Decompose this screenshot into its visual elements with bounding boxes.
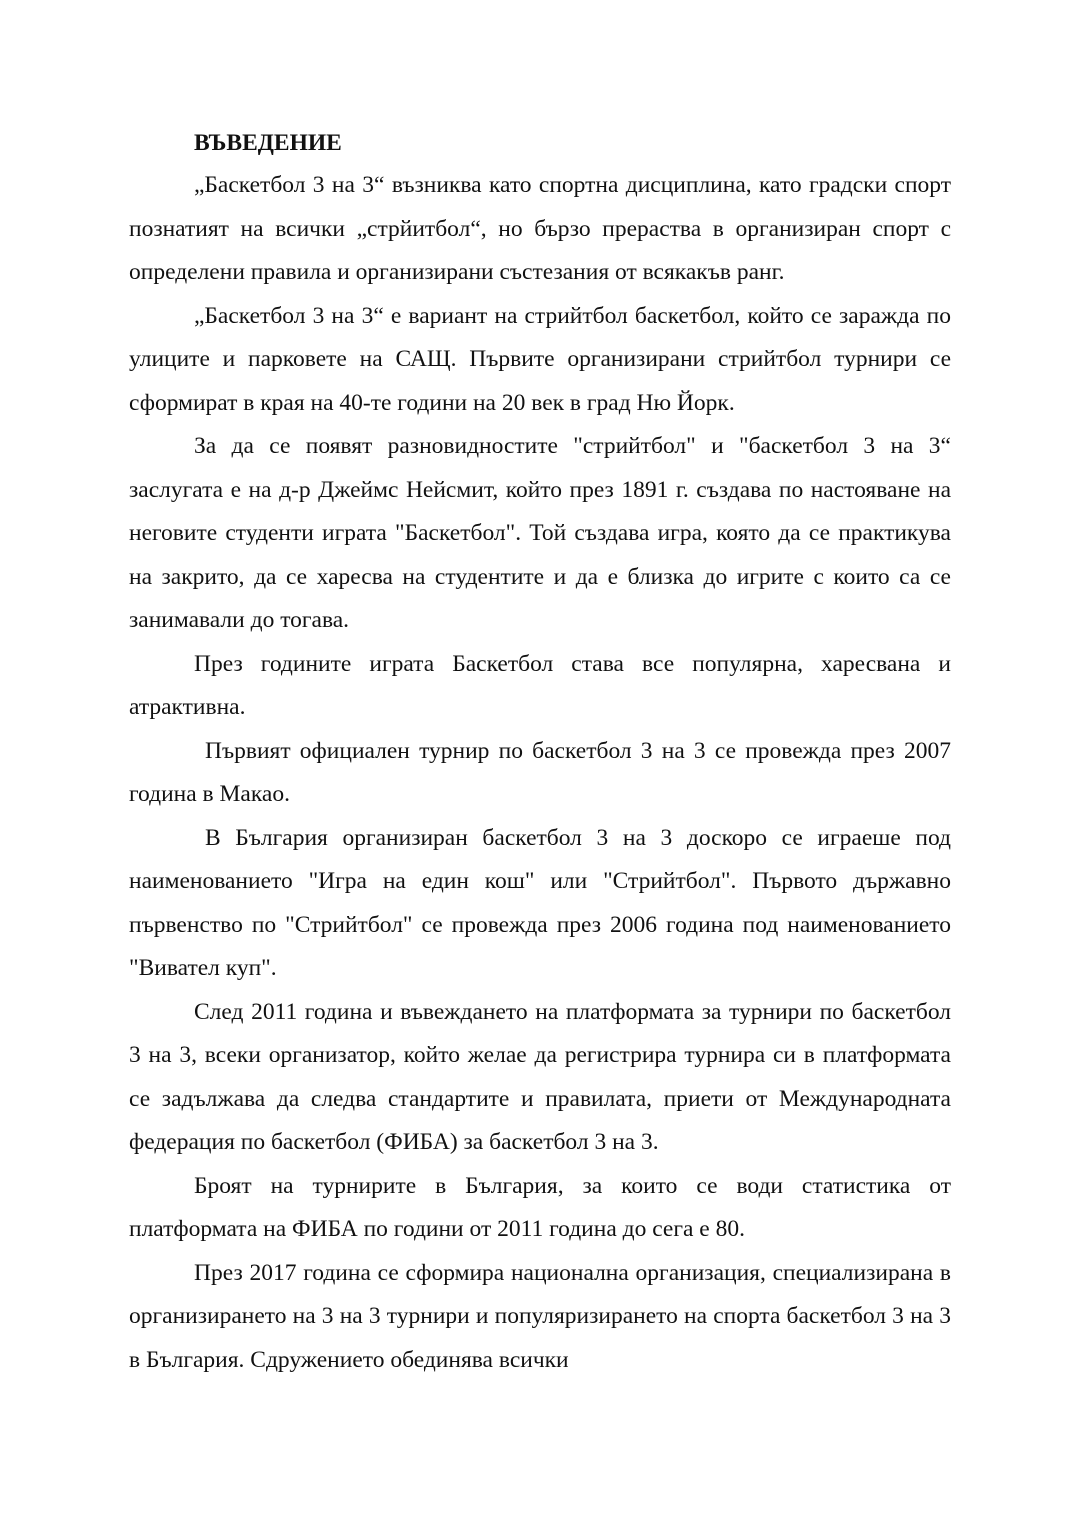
- paragraph-4: През годините играта Баскетбол става все популярна, харесвана и атрактивна.: [129, 650, 951, 720]
- paragraph-8: Броят на турнирите в България, за които се води статистика от платформата на ФИБА по години от 2011 година до сега е 80.: [129, 1172, 951, 1242]
- paragraph-3: За да се появят разновидностите "стрийтбол" и "баскетбол 3 на 3“ заслугата е на д-р Джеймс Нейсмит, който през 1891 г. създава по настояване на неговите студенти играта "Баскетбол". Той създава игра, която да се практикува на закрито, да се харесва на студентите и да е близка до игрите с които са се занимавали до тогава.: [129, 433, 951, 633]
- paragraph-5: Първият официален турнир по баскетбол 3 на 3 се провежда през 2007 година в Макао.: [129, 737, 951, 807]
- paragraph-7: След 2011 година и въвеждането на платформата за турнири по баскетбол 3 на 3, всеки организатор, който желае да регистрира турнира си в платформата се задължава да следва стандартите и правилата, приети от Международната федерация по баскетбол (ФИБА) за баскетбол 3 на 3.: [129, 998, 951, 1155]
- paragraph-9: През 2017 година се сформира национална организация, специализирана в организирането на 3 на 3 турнири и популяризирането на спорта баскетбол 3 на 3 в България. Сдружението обединява всички: [129, 1259, 951, 1373]
- paragraph-1: „Баскетбол 3 на 3“ възниква като спортна дисциплина, като градски спорт познатият на всички „стрйитбол“, но бързо прераства в организиран спорт с определени правила и организирани състезания от всякакъв ранг.: [129, 172, 951, 285]
- paragraph-6: В България организиран баскетбол 3 на 3 доскоро се играеше под наименованието "Игра на един кош" или "Стрийтбол". Първото държавно първенство по "Стрийтбол" се провежда през 2006 година под наименованието "Вивател куп".: [129, 824, 951, 981]
- paragraph-2: „Баскетбол 3 на 3“ е вариант на стрийтбол баскетбол, който се заражда по улиците и парковете на САЩ. Първите организирани стрийтбол турнири се сформират в края на 40-те години на 20 век в град Ню Йорк.: [129, 302, 951, 416]
- document-body: [129, 128, 951, 1382]
- section-heading: ВЪВЕДЕНИЕ: [194, 130, 342, 156]
